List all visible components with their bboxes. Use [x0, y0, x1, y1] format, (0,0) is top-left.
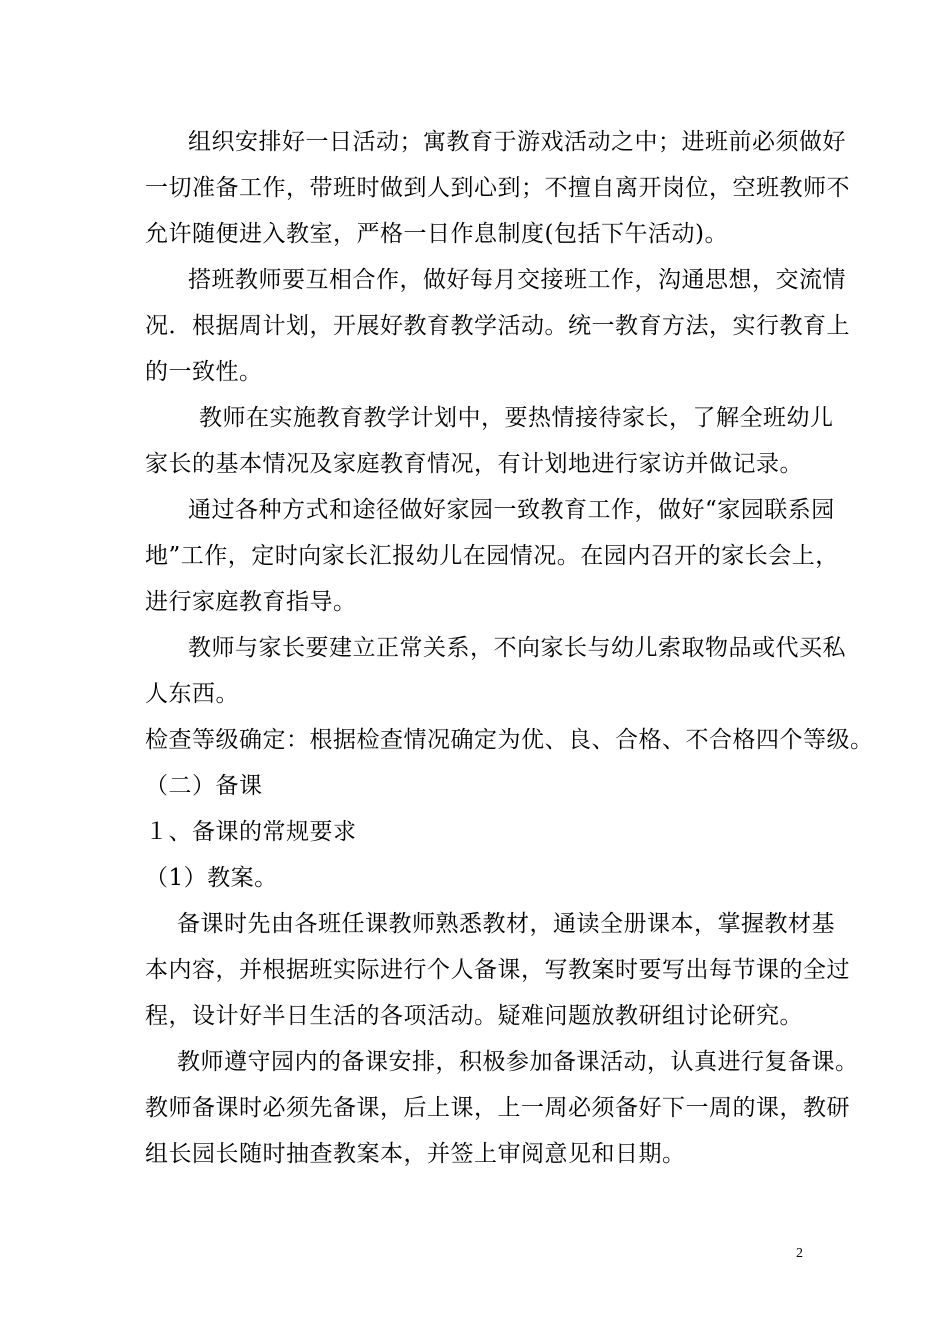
paragraph-line: 一切准备工作，带班时做到人到心到；不擅自离开岗位，空班教师不 — [145, 175, 850, 201]
paragraph-line: 进行家庭教育指导。 — [145, 589, 357, 615]
paragraph-line: 搭班教师要互相合作，做好每月交接班工作，沟通思想，交流情 — [188, 267, 846, 293]
paragraph-line: 地”工作，定时向家长汇报幼儿在园情况。在园内召开的家长会上， — [145, 543, 839, 569]
item-heading: （1）教案。 — [145, 865, 278, 891]
paragraph-line: 组织安排好一日活动；寓教育于游戏活动之中；进班前必须做好 — [188, 129, 846, 155]
section-heading: （二）备课 — [145, 773, 263, 799]
paragraph-line: 组长园长随时抽查教案本，并签上审阅意见和日期。 — [145, 1141, 686, 1167]
paragraph-line: 教师与家长要建立正常关系，不向家长与幼儿索取物品或代买私 — [188, 635, 846, 661]
paragraph-line: 教师遵守园内的备课安排，积极参加备课活动，认真进行复备课。 — [177, 1049, 859, 1075]
paragraph-line: 程，设计好半日生活的各项活动。疑难问题放教研组讨论研究。 — [145, 1003, 803, 1029]
paragraph-line: 备课时先由各班任课教师熟悉教材，通读全册课本，掌握教材基 — [177, 911, 835, 937]
paragraph-line: 教师在实施教育教学计划中，要热情接待家长，了解全班幼儿 — [199, 405, 834, 431]
subsection-heading: １、备课的常规要求 — [145, 819, 357, 845]
paragraph-line: 本内容，并根据班实际进行个人备课，写教案时要写出每节课的全过 — [145, 957, 850, 983]
page-number: 2 — [796, 1246, 803, 1261]
paragraph-line: 通过各种方式和途径做好家园一致教育工作，做好“家园联系园 — [188, 497, 835, 523]
paragraph-line: 的一致性。 — [145, 359, 263, 385]
paragraph-line: 况．根据周计划，开展好教育教学活动。统一教育方法，实行教育上 — [145, 313, 850, 339]
paragraph-line: 检查等级确定：根据检查情况确定为优、良、合格、不合格四个等级。 — [145, 727, 874, 753]
paragraph-line: 允许随便进入教室，严格一日作息制度(包括下午活动)。 — [145, 221, 728, 247]
paragraph-line: 教师备课时必须先备课，后上课，上一周必须备好下一周的课，教研 — [145, 1095, 850, 1121]
paragraph-line: 家长的基本情况及家庭教育情况，有计划地进行家访并做记录。 — [145, 451, 803, 477]
paragraph-line: 人东西。 — [145, 681, 239, 707]
